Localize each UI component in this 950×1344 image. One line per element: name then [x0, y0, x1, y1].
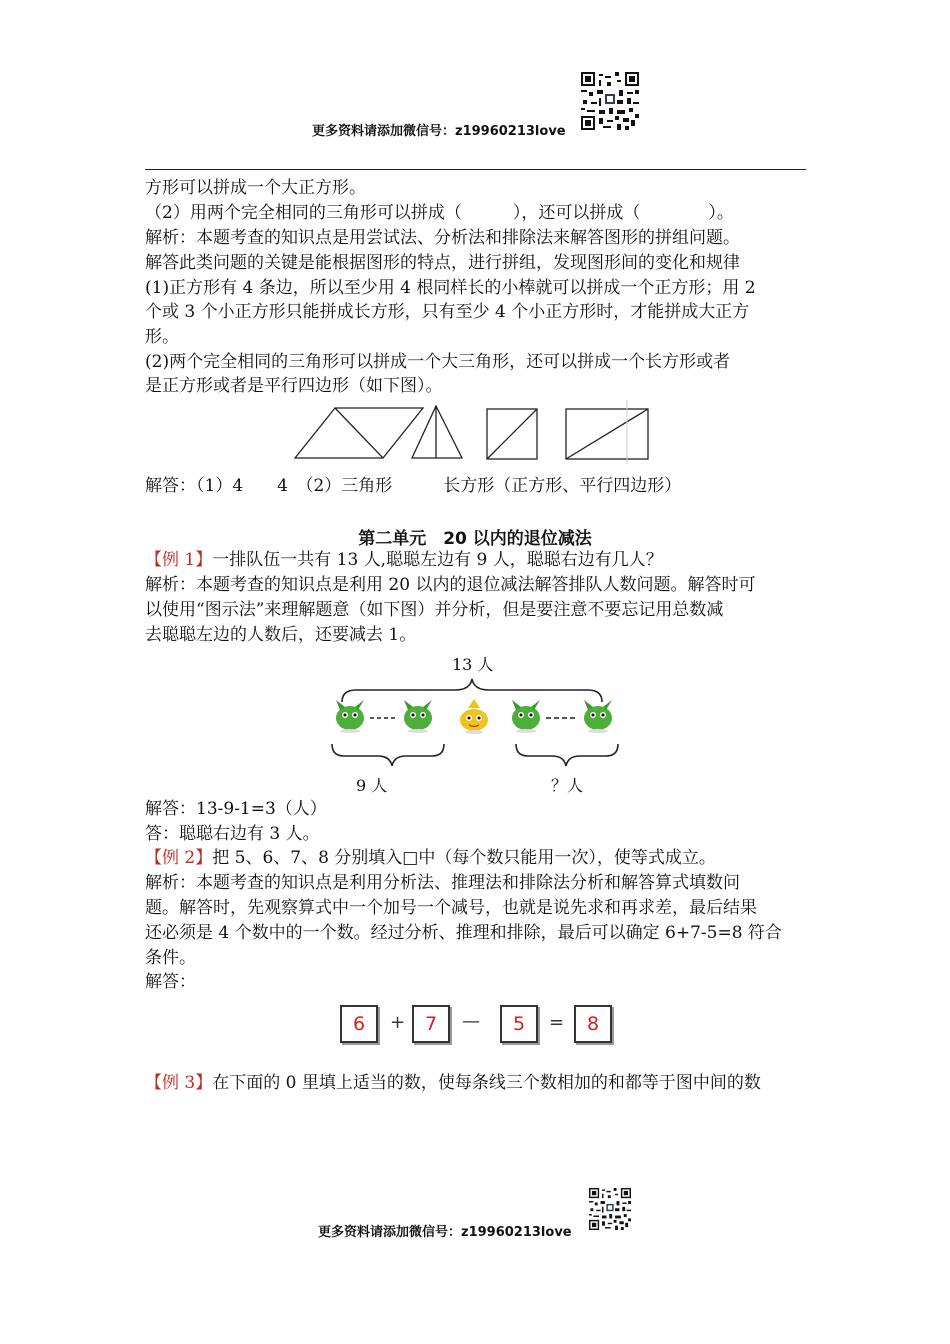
figure-right-label: ？人 [551, 776, 584, 795]
equation-box-3: 5 [500, 1005, 538, 1043]
figure-left-label: 9 人 [356, 776, 388, 795]
example-2-analysis-4: 条件。 [145, 948, 196, 968]
example-1-answer: 解答：13-9-1=3（人） [145, 799, 327, 819]
example-1-question [145, 548, 663, 573]
big-triangle-shape [412, 406, 462, 458]
shapes-figure [290, 400, 660, 465]
equals-sign: = [549, 1012, 565, 1033]
text-line-2: （2）用两个完全相同的三角形可以拼成（ ），还可以拼成（ ）。 [145, 203, 734, 223]
answer-line-1: 解答：（1）4 4 （2）三角形 长方形（正方形、平行四边形） [145, 476, 682, 496]
example-3-question [145, 1071, 761, 1096]
example-3-text: 在下面的 0 里填上适当的数，使每条线三个数相加的和都等于图中间的数 [212, 1073, 761, 1093]
example-1-analysis-1: 解析：本题考查的知识点是利用 20 以内的退位减法解答排队人数问题。解答时可 [145, 575, 756, 595]
alien-3 [512, 700, 540, 733]
equation-box-1: 6 [340, 1005, 378, 1043]
qr-code-bottom [589, 1188, 631, 1230]
text-line-1: 方形可以拼成一个大正方形。 [145, 178, 366, 198]
example-1-analysis-3: 去聪聪左边的人数后，还要减去 1。 [145, 625, 417, 645]
example-2-analysis-1: 解析：本题考查的知识点是利用分析法、推理法和排除法分析和解答算式填数问 [145, 873, 740, 893]
footer-wechat-text: 更多资料请添加微信号：z19960213love [318, 1225, 572, 1240]
alien-4 [584, 700, 612, 733]
example-2-tag: 【例 2】 [145, 848, 213, 868]
example-1-reply: 答：聪聪右边有 3 人。 [145, 824, 320, 844]
text-line-6: 个或 3 个小正方形只能拼成长方形，只有至少 4 个小正方形时，才能拼成大正方 [145, 302, 750, 322]
equation-box-4: 8 [574, 1005, 612, 1043]
header-wechat-text: 更多资料请添加微信号：z19960213love [312, 124, 566, 139]
congcong-figure [460, 699, 488, 734]
example-2-question [145, 846, 716, 871]
alien-2 [404, 700, 432, 733]
figure-total-label: 13 人 [452, 655, 494, 674]
example-1-text: 一排队伍一共有 13 人,聪聪左边有 9 人，聪聪右边有几人？ [212, 550, 663, 570]
example-1-tag: 【例 1】 [145, 550, 213, 570]
queue-figure [320, 676, 630, 772]
text-line-8: (2)两个完全相同的三角形可以拼成一个大三角形，还可以拼成一个长方形或者 [145, 352, 731, 372]
qr-code-top [581, 72, 639, 130]
minus-sign: — [462, 1011, 480, 1032]
right-bottom-brace [516, 744, 618, 766]
example-2-analysis-2: 题。解答时，先观察算式中一个加号一个减号，也就是说先求和再求差，最后结果 [145, 898, 757, 918]
example-2-answer: 解答： [145, 972, 196, 992]
text-line-4: 解答此类问题的关键是能根据图形的特点，进行拼组，发现图形间的变化和规律 [145, 253, 740, 273]
example-2-analysis-3: 还必须是 4 个数中的一个数。经过分析、推理和排除，最后可以确定 6+7-5=8 符合 [145, 923, 782, 943]
text-line-3: 解析：本题考查的知识点是用尝试法、分析法和排除法来解答图形的拼组问题。 [145, 228, 740, 248]
equation-box-2: 7 [412, 1005, 450, 1043]
example-2-text: 把 5、6、7、8 分别填入□中（每个数只能用一次），使等式成立。 [212, 848, 716, 868]
section-title: 第二单元 20 以内的退位减法 [358, 529, 592, 549]
top-brace [342, 679, 602, 702]
alien-1 [336, 700, 364, 733]
example-1-analysis-2: 以使用“图示法”来理解题意（如下图）并分析，但是要注意不要忘记用总数减 [145, 600, 724, 620]
plus-sign: + [390, 1012, 406, 1033]
text-line-7: 形。 [145, 327, 179, 347]
text-line-9: 是正方形或者是平行四边形（如下图）。 [145, 376, 443, 396]
left-bottom-brace [332, 744, 444, 766]
example-3-tag: 【例 3】 [145, 1073, 213, 1093]
text-line-5: (1)正方形有 4 条边，所以至少用 4 根同样长的小棒就可以拼成一个正方形；用 2 [145, 278, 756, 298]
header-divider [145, 169, 806, 170]
